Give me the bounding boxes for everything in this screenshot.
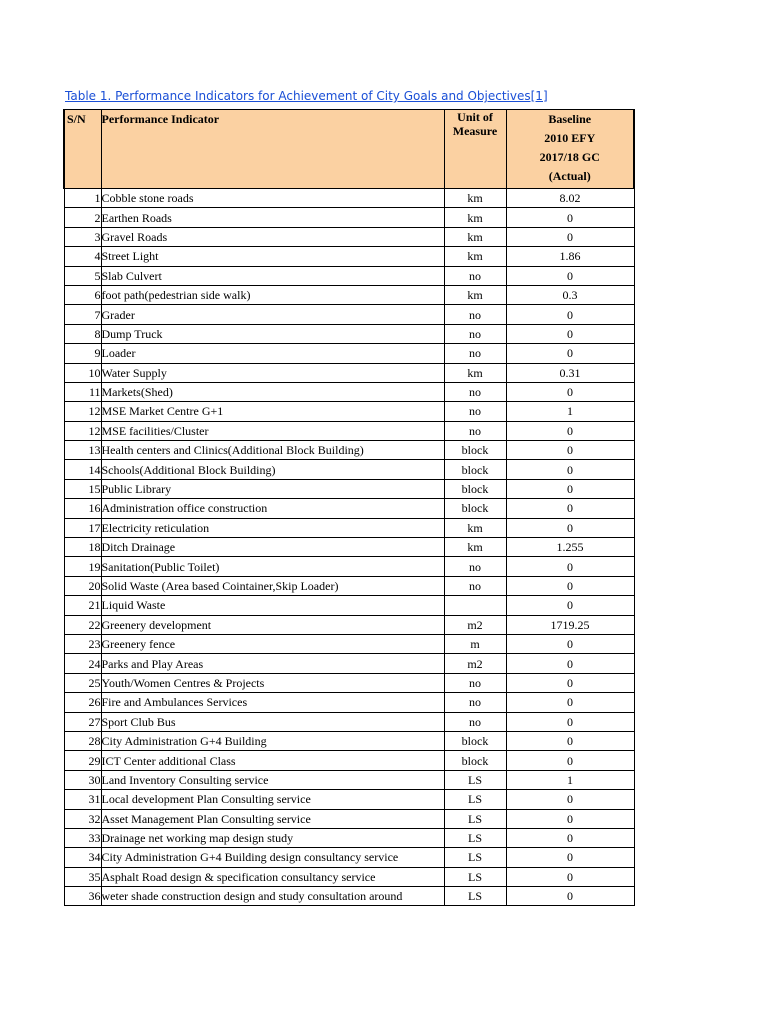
row-baseline-cell: 0 [506,887,634,906]
row-sn-cell: 5 [64,266,101,285]
row-baseline-cell: 0 [506,634,634,653]
row-sn-cell: 16 [64,499,101,518]
row-indicator-cell: Schools(Additional Block Building) [101,460,444,479]
table-row [64,382,634,401]
header-unit-line2: Measure [452,124,498,138]
table-row [64,576,634,595]
table-row [64,615,634,634]
row-baseline-cell: 0 [506,499,634,518]
row-indicator-cell: Asphalt Road design & specification consultancy service [101,867,444,886]
row-unit-cell: block [444,460,506,479]
row-indicator-cell: City Administration G+4 Building [101,731,444,750]
table-row [64,751,634,770]
header-unit-of-measure [444,110,506,189]
row-unit-cell: block [444,499,506,518]
row-baseline-cell: 1719.25 [506,615,634,634]
row-unit-cell: km [444,538,506,557]
table-row [64,285,634,304]
table-row [64,247,634,266]
performance-indicators-table [63,109,635,906]
table-row [64,770,634,789]
row-unit-cell: LS [444,848,506,867]
row-indicator-cell: Earthen Roads [101,208,444,227]
row-baseline-cell: 0 [506,266,634,285]
row-baseline-cell: 0 [506,654,634,673]
row-indicator-cell: Grader [101,305,444,324]
row-unit-cell [444,596,506,615]
row-unit-cell: no [444,382,506,401]
row-indicator-cell: Local development Plan Consulting service [101,790,444,809]
row-unit-cell: LS [444,828,506,847]
row-unit-cell: no [444,576,506,595]
header-unit-line1: Unit of [457,110,493,124]
row-unit-cell: LS [444,770,506,789]
table-row [64,421,634,440]
row-indicator-cell: Solid Waste (Area based Cointainer,Skip Loader) [101,576,444,595]
row-sn-cell: 30 [64,770,101,789]
row-unit-cell: no [444,673,506,692]
row-unit-cell: block [444,731,506,750]
row-baseline-cell: 0 [506,324,634,343]
row-sn-cell: 15 [64,479,101,498]
row-unit-cell: km [444,208,506,227]
table-header-row [64,110,634,189]
row-indicator-cell: Dump Truck [101,324,444,343]
row-unit-cell: km [444,518,506,537]
row-unit-cell: km [444,227,506,246]
row-indicator-cell: Water Supply [101,363,444,382]
table-row [64,538,634,557]
row-sn-cell: 17 [64,518,101,537]
row-baseline-cell: 0 [506,712,634,731]
row-indicator-cell: Greenery development [101,615,444,634]
row-indicator-cell: Drainage net working map design study [101,828,444,847]
row-sn-cell: 8 [64,324,101,343]
header-baseline-line2: 2010 EFY [544,131,596,145]
table-row [64,460,634,479]
row-baseline-cell: 1 [506,402,634,421]
row-sn-cell: 29 [64,751,101,770]
row-unit-cell: km [444,189,506,208]
row-indicator-cell: Sanitation(Public Toilet) [101,557,444,576]
row-unit-cell: no [444,712,506,731]
row-sn-cell: 32 [64,809,101,828]
row-unit-cell: no [444,344,506,363]
row-baseline-cell: 1 [506,770,634,789]
table-row [64,848,634,867]
row-sn-cell: 31 [64,790,101,809]
table-row [64,227,634,246]
row-baseline-cell: 0 [506,557,634,576]
row-baseline-cell: 0 [506,828,634,847]
row-indicator-cell: ICT Center additional Class [101,751,444,770]
row-unit-cell: no [444,693,506,712]
header-baseline-line3: 2017/18 GC [539,150,600,164]
row-baseline-cell: 0 [506,382,634,401]
row-sn-cell: 2 [64,208,101,227]
table-row [64,790,634,809]
header-baseline-line4: (Actual) [548,169,591,183]
row-indicator-cell: foot path(pedestrian side walk) [101,285,444,304]
table-row [64,479,634,498]
row-sn-cell: 3 [64,227,101,246]
header-sn: S/N [64,110,101,189]
row-sn-cell: 6 [64,285,101,304]
row-baseline-cell: 0 [506,751,634,770]
row-baseline-cell: 0.31 [506,363,634,382]
row-indicator-cell: Health centers and Clinics(Additional Block Building) [101,441,444,460]
row-sn-cell: 28 [64,731,101,750]
row-sn-cell: 34 [64,848,101,867]
row-baseline-cell: 0.3 [506,285,634,304]
row-indicator-cell: MSE facilities/Cluster [101,421,444,440]
row-baseline-cell: 0 [506,208,634,227]
row-sn-cell: 13 [64,441,101,460]
row-baseline-cell: 0 [506,848,634,867]
row-sn-cell: 12 [64,402,101,421]
table-caption-link[interactable]: Table 1. Performance Indicators for Achievement of City Goals and Objectives[1] [65,89,548,103]
row-indicator-cell: Administration office construction [101,499,444,518]
header-performance-indicator: Performance Indicator [101,110,444,189]
row-unit-cell: km [444,247,506,266]
header-baseline-line1: Baseline [548,112,592,126]
row-baseline-cell: 0 [506,790,634,809]
row-unit-cell: m2 [444,615,506,634]
row-unit-cell: no [444,557,506,576]
row-indicator-cell: Cobble stone roads [101,189,444,208]
row-sn-cell: 23 [64,634,101,653]
row-baseline-cell: 0 [506,460,634,479]
row-unit-cell: no [444,305,506,324]
row-unit-cell: no [444,324,506,343]
row-unit-cell: LS [444,809,506,828]
row-baseline-cell: 0 [506,441,634,460]
row-baseline-cell: 0 [506,518,634,537]
row-indicator-cell: Land Inventory Consulting service [101,770,444,789]
row-sn-cell: 18 [64,538,101,557]
row-sn-cell: 12 [64,421,101,440]
table-row [64,344,634,363]
row-unit-cell: no [444,402,506,421]
row-sn-cell: 25 [64,673,101,692]
row-indicator-cell: Gravel Roads [101,227,444,246]
row-sn-cell: 9 [64,344,101,363]
table-row [64,499,634,518]
table-row [64,673,634,692]
row-indicator-cell: Electricity reticulation [101,518,444,537]
row-unit-cell: block [444,751,506,770]
row-unit-cell: LS [444,887,506,906]
row-indicator-cell: Slab Culvert [101,266,444,285]
row-unit-cell: block [444,479,506,498]
table-row [64,305,634,324]
row-indicator-cell: Sport Club Bus [101,712,444,731]
row-sn-cell: 14 [64,460,101,479]
row-indicator-cell: Street Light [101,247,444,266]
header-baseline [506,110,634,189]
row-unit-cell: no [444,266,506,285]
row-unit-cell: no [444,421,506,440]
row-sn-cell: 1 [64,189,101,208]
row-indicator-cell: Markets(Shed) [101,382,444,401]
table-row [64,596,634,615]
table-row [64,363,634,382]
row-sn-cell: 36 [64,887,101,906]
row-unit-cell: LS [444,790,506,809]
row-baseline-cell: 0 [506,673,634,692]
row-unit-cell: km [444,285,506,304]
row-baseline-cell: 0 [506,731,634,750]
row-indicator-cell: Parks and Play Areas [101,654,444,673]
row-indicator-cell: MSE Market Centre G+1 [101,402,444,421]
row-sn-cell: 19 [64,557,101,576]
row-indicator-cell: Asset Management Plan Consulting service [101,809,444,828]
table-row [64,867,634,886]
row-unit-cell: m2 [444,654,506,673]
table-row [64,809,634,828]
row-sn-cell: 7 [64,305,101,324]
row-indicator-cell: Greenery fence [101,634,444,653]
row-indicator-cell: Youth/Women Centres & Projects [101,673,444,692]
table-row [64,634,634,653]
row-baseline-cell: 0 [506,596,634,615]
row-sn-cell: 35 [64,867,101,886]
row-sn-cell: 11 [64,382,101,401]
row-baseline-cell: 0 [506,809,634,828]
row-indicator-cell: Fire and Ambulances Services [101,693,444,712]
row-sn-cell: 27 [64,712,101,731]
row-baseline-cell: 0 [506,305,634,324]
table-row [64,887,634,906]
row-sn-cell: 24 [64,654,101,673]
row-unit-cell: LS [444,867,506,886]
row-sn-cell: 33 [64,828,101,847]
row-indicator-cell: Public Library [101,479,444,498]
table-row [64,712,634,731]
table-row [64,693,634,712]
table-row [64,208,634,227]
table-body [64,189,634,906]
row-baseline-cell: 0 [506,421,634,440]
table-row [64,731,634,750]
table-row [64,557,634,576]
row-baseline-cell: 0 [506,576,634,595]
table-row [64,828,634,847]
row-baseline-cell: 1.86 [506,247,634,266]
row-indicator-cell: City Administration G+4 Building design consultancy service [101,848,444,867]
row-sn-cell: 10 [64,363,101,382]
row-baseline-cell: 8.02 [506,189,634,208]
table-row [64,266,634,285]
row-unit-cell: km [444,363,506,382]
row-unit-cell: block [444,441,506,460]
row-indicator-cell: Loader [101,344,444,363]
row-baseline-cell: 0 [506,479,634,498]
table-row [64,654,634,673]
row-baseline-cell: 1.255 [506,538,634,557]
row-sn-cell: 22 [64,615,101,634]
row-sn-cell: 26 [64,693,101,712]
row-sn-cell: 21 [64,596,101,615]
table-row [64,189,634,208]
row-unit-cell: m [444,634,506,653]
table-row [64,402,634,421]
row-baseline-cell: 0 [506,693,634,712]
row-baseline-cell: 0 [506,344,634,363]
table-row [64,324,634,343]
row-baseline-cell: 0 [506,867,634,886]
row-indicator-cell: weter shade construction design and study consultation around [101,887,444,906]
row-sn-cell: 4 [64,247,101,266]
row-baseline-cell: 0 [506,227,634,246]
table-row [64,518,634,537]
row-sn-cell: 20 [64,576,101,595]
row-indicator-cell: Liquid Waste [101,596,444,615]
row-indicator-cell: Ditch Drainage [101,538,444,557]
table-row [64,441,634,460]
